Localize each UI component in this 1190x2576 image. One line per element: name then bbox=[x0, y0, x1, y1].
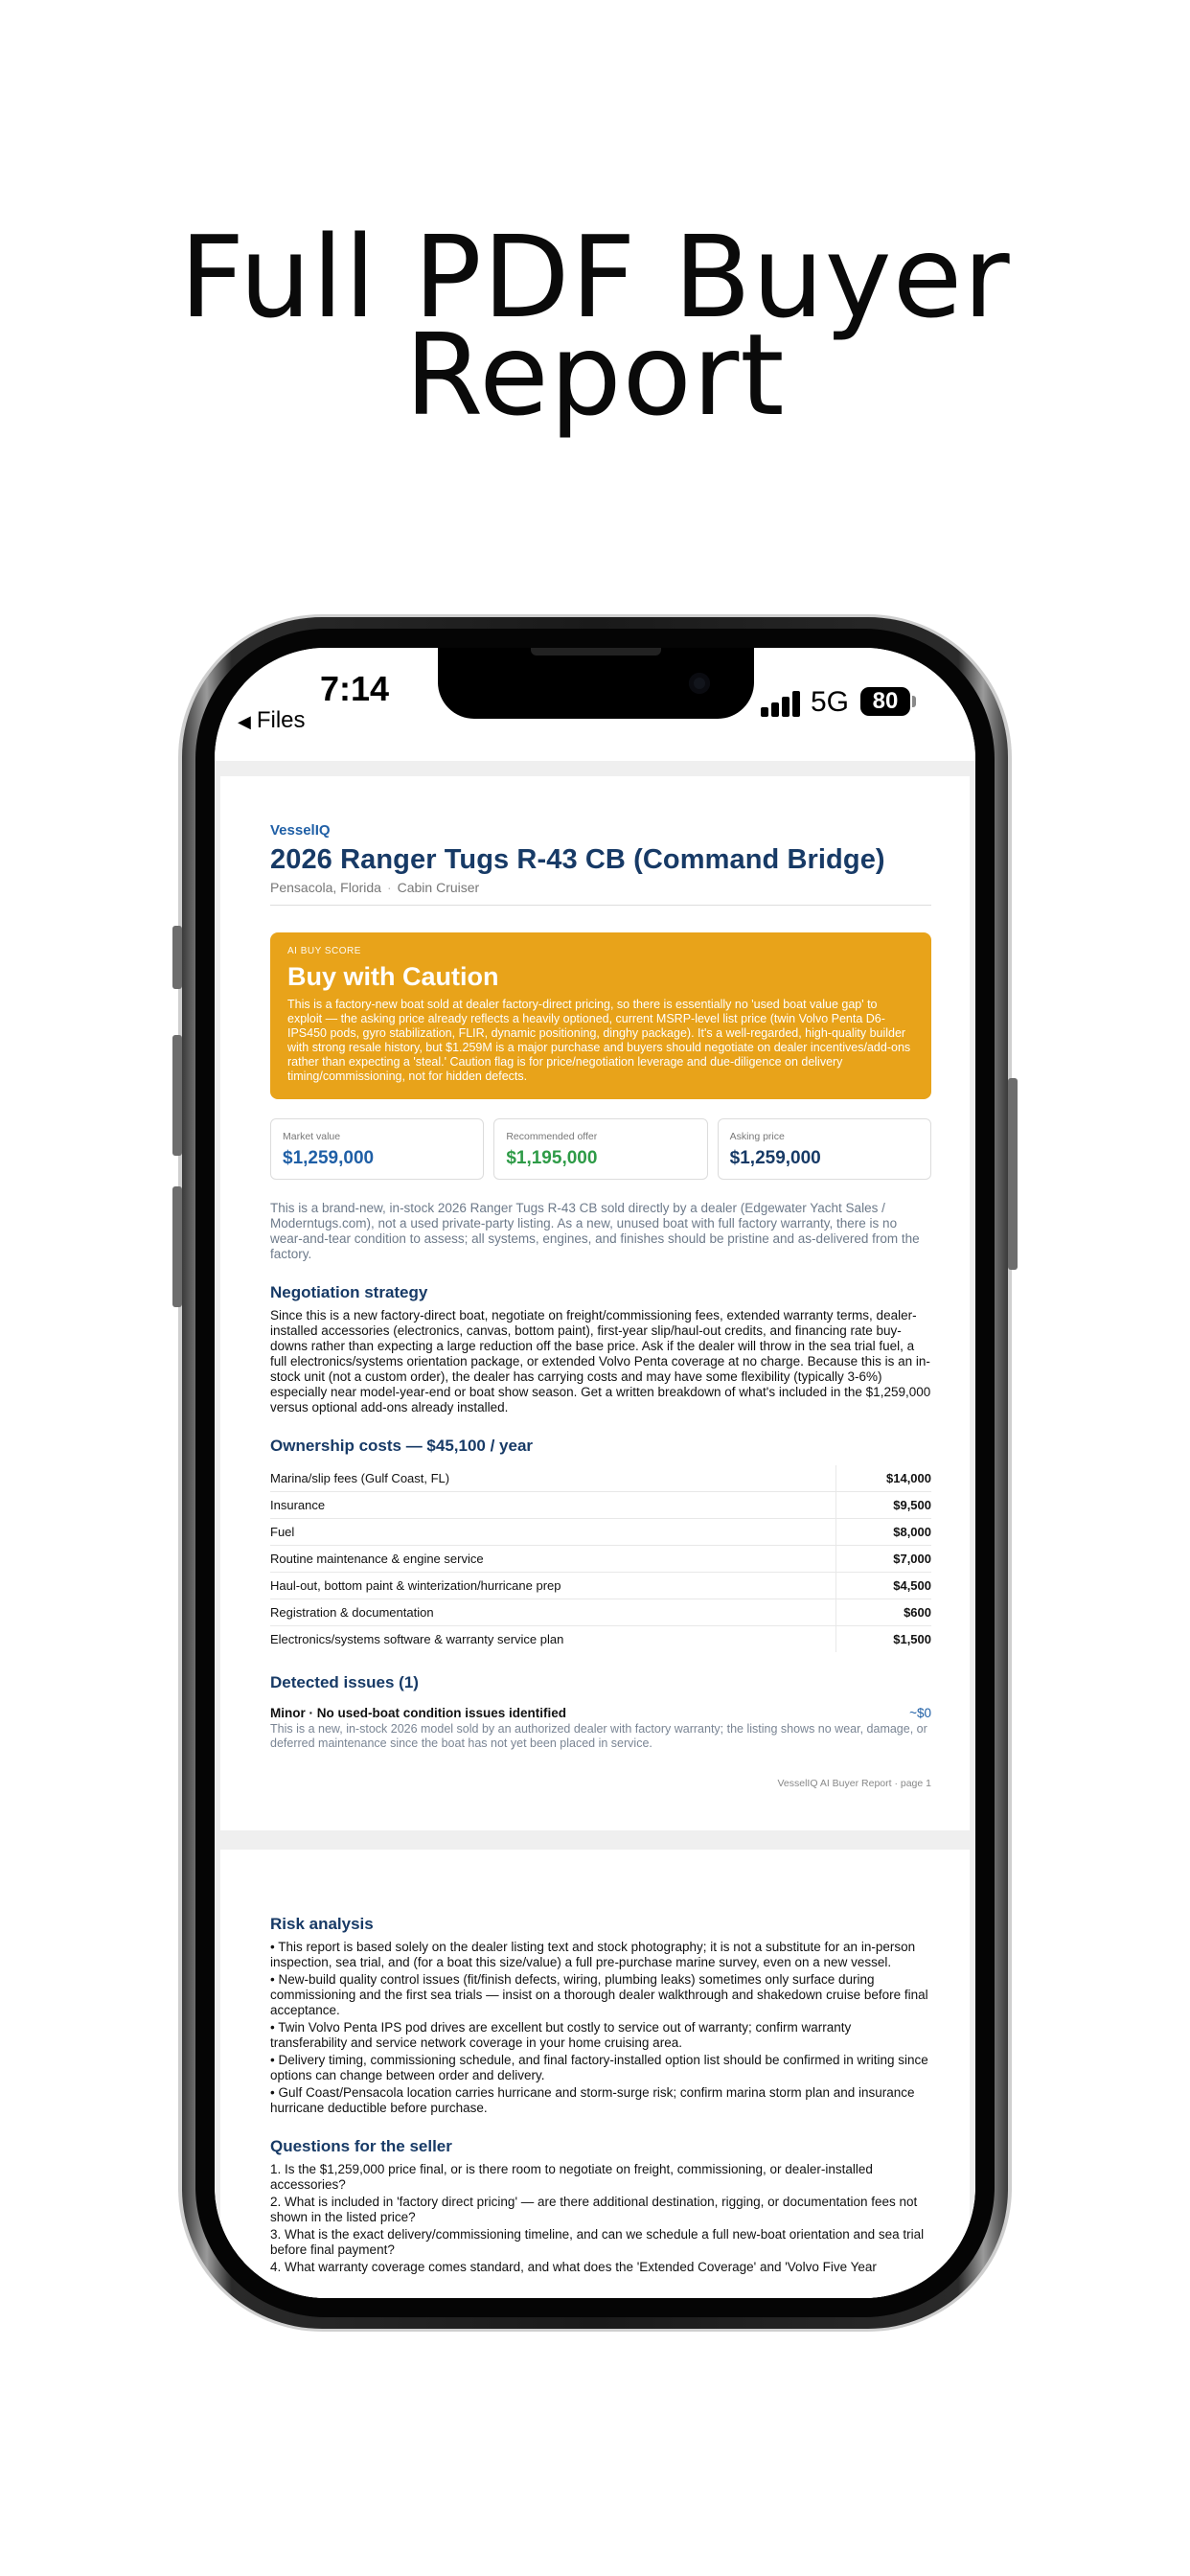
table-row bbox=[270, 1573, 931, 1599]
cost-amount: $600 bbox=[835, 1599, 931, 1626]
buy-score-label: AI BUY SCORE bbox=[287, 946, 361, 956]
table-row bbox=[270, 1626, 931, 1653]
clock: 7:14 bbox=[320, 669, 390, 708]
cost-amount: $1,500 bbox=[835, 1626, 931, 1653]
battery-level: 80 bbox=[872, 688, 899, 714]
cost-item: Marina/slip fees (Gulf Coast, FL) bbox=[270, 1465, 835, 1492]
table-row bbox=[270, 1546, 931, 1573]
divider bbox=[270, 905, 931, 906]
metric-label: Recommended offer bbox=[506, 1131, 598, 1142]
front-camera-icon bbox=[689, 673, 710, 694]
headline-line-2: Report bbox=[404, 309, 786, 441]
condition-summary: This is a brand-new, in-stock 2026 Ranger Tugs R-43 CB sold directly by a dealer (Edgewater Yacht Sales / Moderntugs.com), not a used private-party listing. As a new, unused boat with full factory warranty, there is no wear-and-tear condition to assess; all systems, engines, and finishes should be pristine and as-delivered from the factory. bbox=[270, 1201, 920, 1261]
listing-location: Pensacola, Florida bbox=[270, 880, 381, 895]
negotiation-heading: Negotiation strategy bbox=[270, 1283, 428, 1301]
risk-heading: Risk analysis bbox=[270, 1915, 374, 1933]
page-1-content bbox=[270, 822, 931, 1789]
metric-value: $1,259,000 bbox=[729, 1148, 821, 1168]
battery-cap bbox=[912, 696, 916, 707]
ownership-costs-table bbox=[270, 1465, 931, 1652]
price-metrics bbox=[270, 1118, 931, 1180]
page-2-content bbox=[270, 1915, 931, 2277]
cellular-signal-icon bbox=[761, 690, 803, 717]
ownership-heading: Ownership costs — $45,100 / year bbox=[270, 1437, 534, 1455]
table-row bbox=[270, 1492, 931, 1519]
cost-item: Fuel bbox=[270, 1519, 835, 1546]
issue-title: Minor · No used-boat condition issues identified bbox=[270, 1706, 567, 1720]
dynamic-island bbox=[438, 648, 754, 719]
back-arrow-icon: ◀ bbox=[238, 712, 251, 731]
cost-item: Insurance bbox=[270, 1492, 835, 1519]
questions-list bbox=[270, 2162, 931, 2275]
issue-item bbox=[270, 1706, 931, 1720]
buy-score-card bbox=[270, 932, 931, 1099]
metric-label: Asking price bbox=[729, 1131, 785, 1142]
issues-heading: Detected issues (1) bbox=[270, 1673, 419, 1691]
network-type: 5G bbox=[811, 686, 850, 718]
list-item: 4. What warranty coverage comes standard, and what does the 'Extended Coverage' and 'Volvo Five Year bbox=[270, 2260, 877, 2274]
cost-amount: $14,000 bbox=[835, 1465, 931, 1492]
cost-amount: $8,000 bbox=[835, 1519, 931, 1546]
page-footer: VesselIQ AI Buyer Report · page 1 bbox=[777, 1778, 931, 1789]
list-item: • Twin Volvo Penta IPS pod drives are excellent but costly to service out of warranty; confirm warranty transferability and service network coverage in your home cruising area. bbox=[270, 2020, 852, 2050]
back-label: Files bbox=[256, 707, 306, 733]
metric-label: Market value bbox=[283, 1131, 341, 1142]
headline-line-1: Full PDF Buyer bbox=[179, 211, 1011, 343]
metric-value: $1,195,000 bbox=[506, 1148, 598, 1168]
cost-amount: $9,500 bbox=[835, 1492, 931, 1519]
power-button bbox=[1008, 1078, 1018, 1270]
report-title: 2026 Ranger Tugs R-43 CB (Command Bridge) bbox=[270, 844, 885, 875]
cost-item: Haul-out, bottom paint & winterization/hurricane prep bbox=[270, 1573, 835, 1599]
market-value-card bbox=[270, 1118, 484, 1180]
asking-price-card bbox=[718, 1118, 931, 1180]
cost-amount: $4,500 bbox=[835, 1573, 931, 1599]
back-to-files-button[interactable] bbox=[238, 707, 306, 734]
list-item: • Delivery timing, commissioning schedule, and final factory-installed option list should be confirmed in writing since options can change between order and delivery. bbox=[270, 2053, 928, 2082]
issue-cost: ~$0 bbox=[909, 1706, 931, 1720]
battery-icon bbox=[860, 687, 910, 716]
list-item: • Gulf Coast/Pensacola location carries hurricane and storm-surge risk; confirm marina storm plan and insurance hurricane deductible before purchase. bbox=[270, 2085, 915, 2115]
questions-heading: Questions for the seller bbox=[270, 2137, 452, 2155]
pdf-page-2 bbox=[220, 1850, 970, 2298]
table-row bbox=[270, 1599, 931, 1626]
buy-score-description: This is a factory-new boat sold at dealer factory-direct pricing, so there is essentially no 'used boat value gap' to exploit — the asking price already reflects a heavily optioned, current MSRP-level list price (twin Volvo Penta D6-IPS450 pods, gyro stabilization, FLIR, dynamic positioning, dinghy package). It's a well-regarded, high-quality builder with strong resale history, but $1.259M is a major purchase and buyers should negotiate on dealer incentives/add-ons rather than expecting a 'steal.' Caution flag is for price/negotiation leverage and due-diligence on delivery timing/commissioning, not for hidden defects. bbox=[287, 998, 911, 1083]
list-item: 2. What is included in 'factory direct pricing' — are there additional destination, rigging, or documentation fees not shown in the listed price? bbox=[270, 2195, 918, 2224]
risk-list bbox=[270, 1940, 931, 2116]
buy-score-verdict: Buy with Caution bbox=[287, 962, 499, 991]
cost-amount: $7,000 bbox=[835, 1546, 931, 1573]
list-item: 3. What is the exact delivery/commissioning timeline, and can we schedule a full new-boat orientation and sea trial before final payment? bbox=[270, 2227, 925, 2257]
pdf-viewer[interactable] bbox=[215, 761, 975, 2298]
listing-category: Cabin Cruiser bbox=[397, 880, 480, 895]
mute-switch bbox=[172, 926, 182, 989]
headline bbox=[0, 211, 1190, 441]
metric-value: $1,259,000 bbox=[283, 1148, 375, 1168]
cost-item: Routine maintenance & engine service bbox=[270, 1546, 835, 1573]
recommended-offer-card bbox=[493, 1118, 707, 1180]
phone-screen bbox=[215, 648, 975, 2298]
earpiece-speaker bbox=[531, 648, 661, 656]
cost-item: Registration & documentation bbox=[270, 1599, 835, 1626]
brand-name: VesselIQ bbox=[270, 822, 331, 839]
list-item: • This report is based solely on the dealer listing text and stock photography; it is not a substitute for an in-person inspection, sea trial, and (for a boat this size/value) a full pre-purchase marine survey, even on a new vessel. bbox=[270, 1940, 916, 1969]
negotiation-text: Since this is a new factory-direct boat, negotiate on freight/commissioning fees, extended warranty terms, dealer-installed accessories (electronics, canvas, bottom paint), first-year slip/haul-out credits, and financing rate buy-downs rather than expecting a large reduction off the base price. Ask if the dealer will throw in the sea trial fuel, a full electronics/systems orientation package, or extended Volvo Penta coverage at no charge. Because this is an in-stock unit (not a custom order), the dealer has carrying costs and may have some flexibility (typically 3-6%) especially near model-year-end or boat show season. Get a written breakdown of what's included in the $1,259,000 versus optional add-ons already installed. bbox=[270, 1308, 931, 1414]
table-row bbox=[270, 1519, 931, 1546]
table-row bbox=[270, 1465, 931, 1492]
pdf-page-1 bbox=[220, 776, 970, 1830]
issue-description: This is a new, in-stock 2026 model sold by an authorized dealer with factory warranty; the listing shows no wear, damage, or deferred maintenance since the boat has not yet been placed in service. bbox=[270, 1722, 927, 1750]
list-item: 1. Is the $1,259,000 price final, or is there room to negotiate on freight, commissioning, or dealer-installed accessories? bbox=[270, 2162, 873, 2192]
listing-subline: Pensacola, Florida · Cabin Cruiser bbox=[270, 880, 480, 895]
list-item: • New-build quality control issues (fit/finish defects, wiring, plumbing leaks) sometimes only surface during commissioning and the first sea trials — insist on a thorough dealer walkthrough and shakedown cruise before final acceptance. bbox=[270, 1972, 928, 2017]
volume-down-button bbox=[172, 1186, 182, 1307]
volume-up-button bbox=[172, 1035, 182, 1156]
cost-item: Electronics/systems software & warranty service plan bbox=[270, 1632, 564, 1646]
